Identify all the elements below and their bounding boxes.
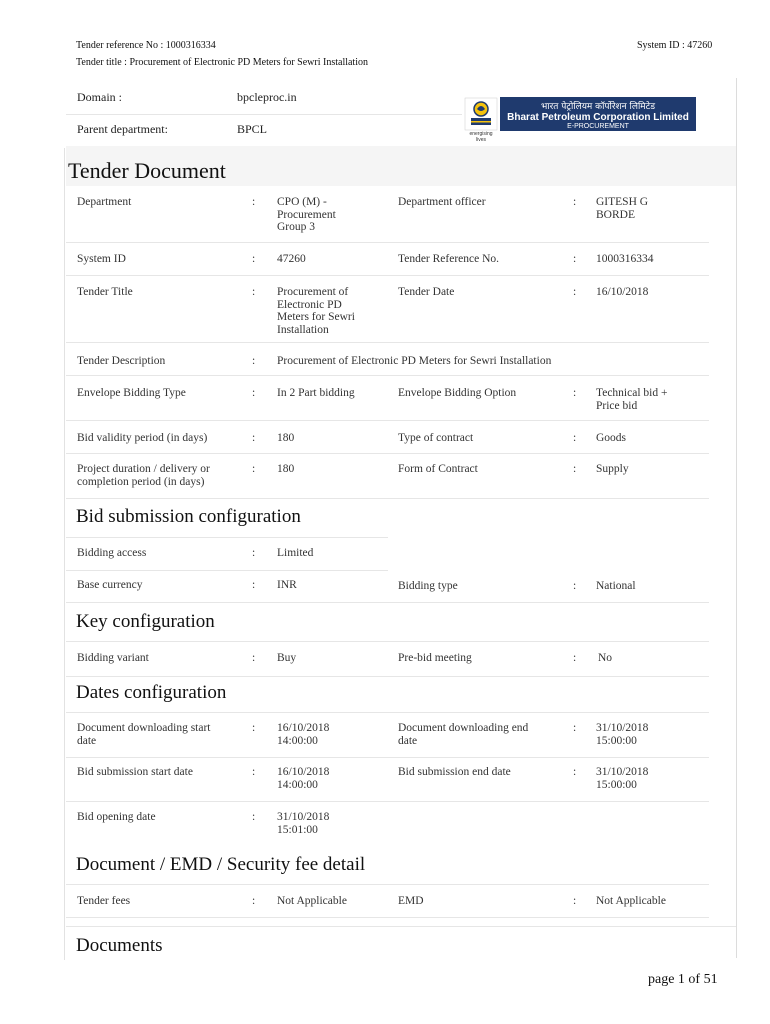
bid-opening-label: Bid opening date xyxy=(77,811,156,823)
bidding-type-value: National xyxy=(596,580,636,592)
bid-submission-dates-row xyxy=(66,757,709,802)
logo-hindi-text: भारत पेट्रोलियम कॉर्पोरेशन लिमिटेड xyxy=(540,102,656,112)
value-line: Procurement of xyxy=(277,286,349,298)
system-id-header: System ID : 47260 xyxy=(637,40,713,51)
frame-border-left xyxy=(64,148,65,960)
type-of-contract-value: Goods xyxy=(596,432,627,444)
bpcl-logo xyxy=(464,97,696,143)
bid-submission-start-value xyxy=(277,766,329,791)
form-of-contract-value: Supply xyxy=(596,463,629,475)
value-line: Price bid xyxy=(596,399,638,412)
bidding-variant-value: Buy xyxy=(277,652,297,664)
value-line: 15:00:00 xyxy=(596,734,637,747)
value-line: BORDE xyxy=(596,208,635,221)
value-line: 15:00:00 xyxy=(596,778,637,791)
parent-department-value: BPCL xyxy=(237,122,268,136)
pre-bid-meeting-value: No xyxy=(598,652,613,664)
tender-title-label: Tender Title xyxy=(77,286,133,298)
colon: : xyxy=(252,547,256,559)
colon: : xyxy=(252,253,256,265)
colon: : xyxy=(252,432,256,444)
colon: : xyxy=(252,811,256,823)
value-line: 16/10/2018 xyxy=(277,766,330,778)
colon: : xyxy=(573,580,577,592)
value-line: Technical bid + xyxy=(596,387,668,399)
colon: : xyxy=(252,766,256,778)
tender-fees-value: Not Applicable xyxy=(277,895,347,907)
tender-description-row xyxy=(66,343,709,376)
pre-bid-meeting-label: Pre-bid meeting xyxy=(398,652,472,664)
system-id-value: 47260 xyxy=(277,253,306,265)
colon: : xyxy=(573,652,577,664)
emd-label: EMD xyxy=(398,895,424,907)
colon: : xyxy=(573,253,577,265)
bpcl-banner xyxy=(500,97,696,131)
envelope-bidding-option-value xyxy=(596,387,667,412)
bidding-variant-label: Bidding variant xyxy=(77,652,149,664)
colon: : xyxy=(573,196,577,208)
department-officer-value xyxy=(596,196,648,221)
base-currency-value: INR xyxy=(277,579,297,591)
envelope-bidding-option-label: Envelope Bidding Option xyxy=(398,387,517,399)
colon: : xyxy=(252,895,256,907)
tender-reference-header: Tender reference No : 1000316334 xyxy=(76,40,216,51)
colon: : xyxy=(573,895,577,907)
colon: : xyxy=(573,722,577,734)
parent-department-row xyxy=(66,114,462,146)
system-id-label: System ID xyxy=(77,253,126,265)
documents-divider xyxy=(66,926,736,927)
department-label: Department xyxy=(77,196,132,208)
project-duration-row xyxy=(66,454,709,499)
colon: : xyxy=(252,196,256,208)
value-line: 14:00:00 xyxy=(277,734,318,747)
department-row xyxy=(66,188,709,243)
bidding-access-label: Bidding access xyxy=(77,547,147,559)
bid-submission-start-label: Bid submission start date xyxy=(77,766,193,778)
value-line: Meters for Sewri xyxy=(277,311,355,323)
documents-heading: Documents xyxy=(76,935,163,956)
doc-download-start-label xyxy=(77,722,211,747)
tender-fees-label: Tender fees xyxy=(77,895,131,907)
colon: : xyxy=(573,387,577,399)
value-line: Group 3 xyxy=(277,221,316,233)
logo-subtitle: E-PROCUREMENT xyxy=(567,123,629,130)
page-title: Tender Document xyxy=(68,158,226,183)
parent-department-label: Parent department: xyxy=(77,122,168,136)
value-line: 31/10/2018 xyxy=(277,811,330,823)
bid-submission-end-label: Bid submission end date xyxy=(398,766,511,778)
value-line: Electronic PD xyxy=(277,298,342,311)
value-line: 31/10/2018 xyxy=(596,722,649,734)
bid-submission-end-value xyxy=(596,766,648,791)
label-line: completion period (in days) xyxy=(77,475,205,488)
tender-description-value: Procurement of Electronic PD Meters for Sewri Installation xyxy=(277,355,552,367)
tender-title-header: Tender title : Procurement of Electronic PD Meters for Sewri Installation xyxy=(76,57,368,68)
colon: : xyxy=(252,722,256,734)
envelope-bidding-type-label: Envelope Bidding Type xyxy=(77,387,186,399)
fees-row xyxy=(66,884,709,918)
bid-opening-row xyxy=(66,802,709,846)
colon: : xyxy=(252,579,256,591)
colon: : xyxy=(573,463,577,475)
doc-download-end-value xyxy=(596,722,648,747)
emd-value: Not Applicable xyxy=(596,895,666,907)
value-line: GITESH G xyxy=(596,196,649,208)
tender-title-value xyxy=(277,286,355,336)
department-value xyxy=(277,196,336,234)
form-of-contract-label: Form of Contract xyxy=(398,463,478,475)
colon: : xyxy=(252,286,256,298)
logo-company-name: Bharat Petroleum Corporation Limited xyxy=(507,112,689,123)
tender-date-value: 16/10/2018 xyxy=(596,286,649,298)
key-configuration-heading: Key configuration xyxy=(76,611,215,632)
base-currency-row xyxy=(66,570,709,603)
envelope-bidding-row xyxy=(66,376,709,421)
bidding-access-row xyxy=(66,537,388,571)
colon: : xyxy=(573,286,577,298)
tender-title-row xyxy=(66,276,709,343)
bpcl-emblem-icon xyxy=(464,97,498,131)
value-line: 14:00:00 xyxy=(277,778,318,791)
bid-validity-label: Bid validity period (in days) xyxy=(77,432,208,444)
bid-submission-heading: Bid submission configuration xyxy=(76,506,301,527)
label-line: Project duration / delivery or xyxy=(77,463,210,475)
base-currency-label: Base currency xyxy=(77,579,143,591)
label-line: Document downloading end xyxy=(398,722,529,734)
frame-border-right xyxy=(736,78,737,958)
label-line: date xyxy=(398,734,418,747)
bid-validity-value: 180 xyxy=(277,432,295,444)
bid-opening-value xyxy=(277,811,329,836)
tender-date-label: Tender Date xyxy=(398,286,455,298)
value-line: 31/10/2018 xyxy=(596,766,649,778)
document-download-row xyxy=(66,712,709,758)
logo-tagline: energising lives xyxy=(469,131,493,143)
department-officer-label: Department officer xyxy=(398,196,486,208)
colon: : xyxy=(252,652,256,664)
colon: : xyxy=(573,766,577,778)
doc-download-start-value xyxy=(277,722,329,747)
project-duration-value: 180 xyxy=(277,463,295,475)
label-line: date xyxy=(77,734,97,747)
value-line: 16/10/2018 xyxy=(277,722,330,734)
colon: : xyxy=(252,355,256,367)
value-line: 15:01:00 xyxy=(277,823,318,836)
page-number: page 1 of 51 xyxy=(648,972,718,987)
doc-download-end-label xyxy=(398,722,528,747)
colon: : xyxy=(252,463,256,475)
value-line: Installation xyxy=(277,323,329,336)
bidding-variant-row xyxy=(66,641,709,677)
fee-detail-heading: Document / EMD / Security fee detail xyxy=(76,854,366,875)
project-duration-label xyxy=(77,463,210,488)
dates-configuration-heading: Dates configuration xyxy=(76,682,227,703)
label-line: Document downloading start xyxy=(77,722,211,734)
bid-validity-row xyxy=(66,421,709,454)
bidding-type-label: Bidding type xyxy=(398,580,458,592)
value-line: Procurement xyxy=(277,208,336,221)
envelope-bidding-type-value: In 2 Part bidding xyxy=(277,387,355,399)
colon: : xyxy=(252,387,256,399)
bidding-access-value: Limited xyxy=(277,547,314,559)
colon: : xyxy=(573,432,577,444)
tender-reference-value: 1000316334 xyxy=(596,253,654,265)
domain-value: bpcleproc.in xyxy=(237,90,297,104)
tender-reference-label: Tender Reference No. xyxy=(398,253,500,265)
tender-description-label: Tender Description xyxy=(77,355,166,367)
value-line: CPO (M) - xyxy=(277,196,327,208)
type-of-contract-label: Type of contract xyxy=(398,432,474,444)
domain-row xyxy=(66,82,462,115)
system-id-row xyxy=(66,243,709,276)
domain-label: Domain : xyxy=(77,90,122,104)
